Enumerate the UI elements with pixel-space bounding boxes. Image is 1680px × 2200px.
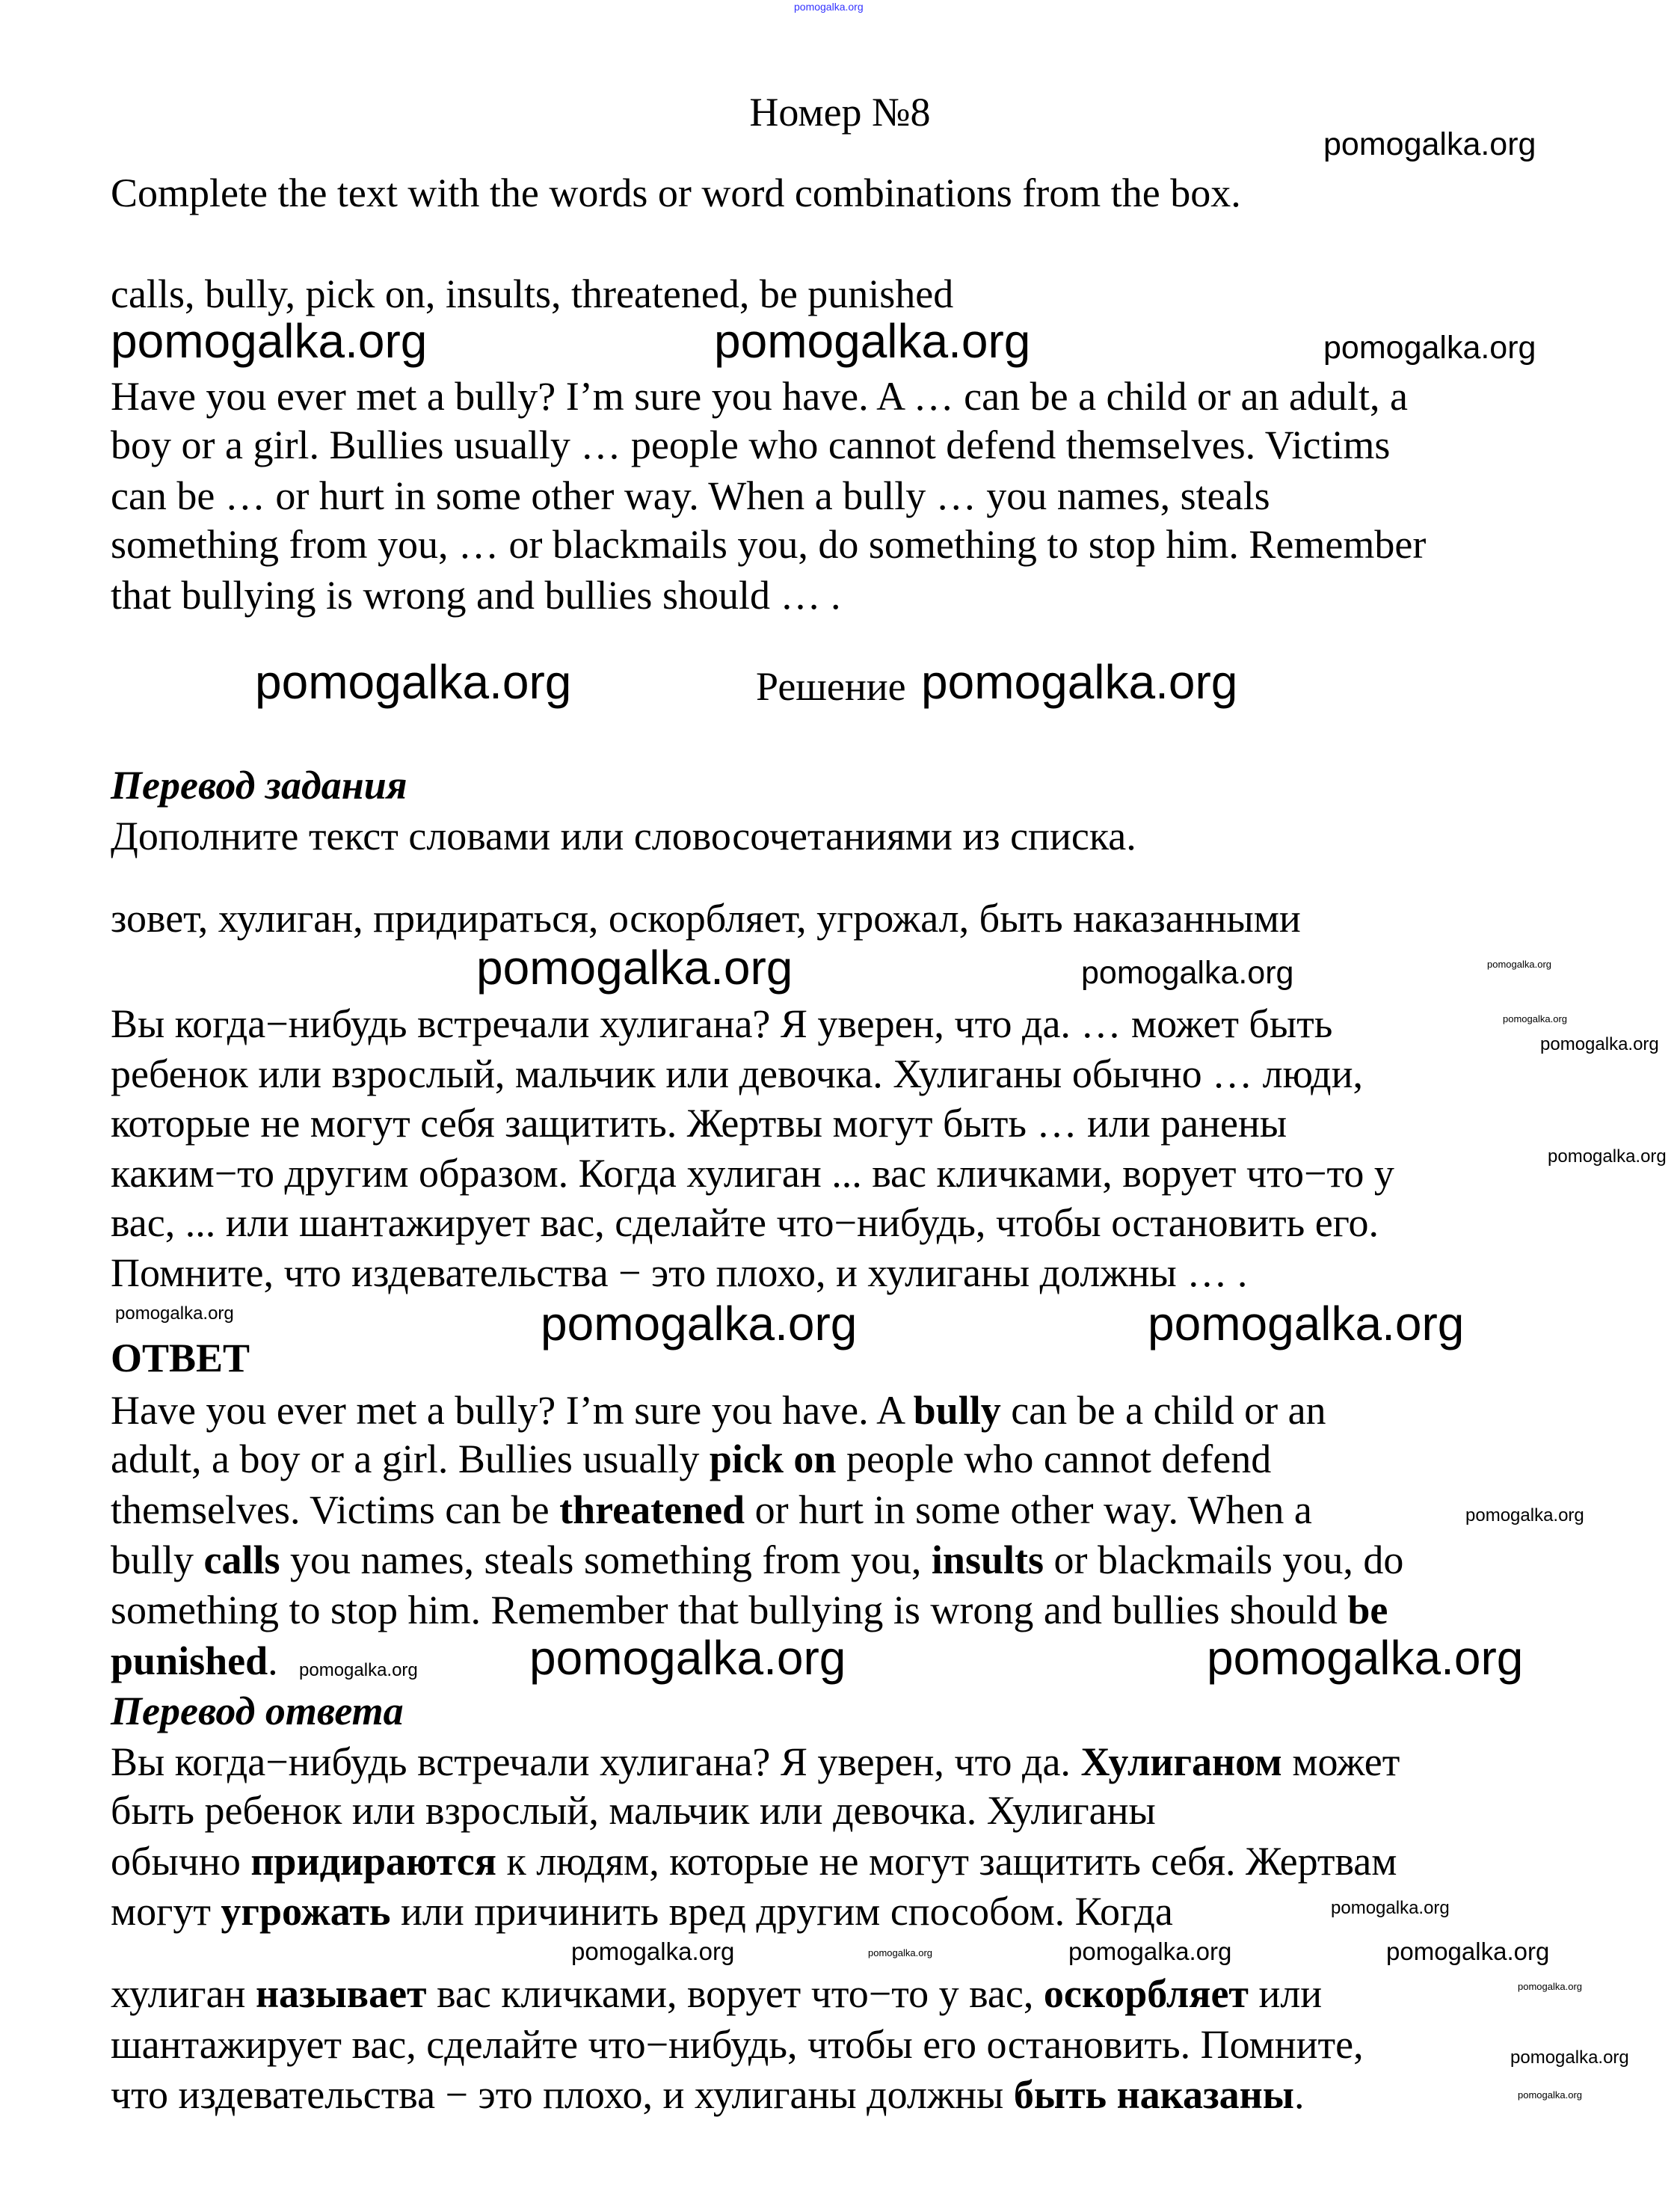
watermark: pomogalka.org [1081,955,1294,991]
answer-line [111,1434,1271,1484]
answer-translation-line [111,2020,1364,2070]
word-box-translation: зовет, хулиган, придираться, оскорбляет, угрожал, быть наказанными [111,896,1301,941]
text: or hurt in some other way. When a [745,1487,1312,1532]
watermark: pomogalka.org [571,1938,735,1965]
answer-translation-heading: Перевод ответа [111,1689,404,1733]
text: Have you ever met a bully? I’m sure you have. A [111,1388,914,1433]
text: . [268,1638,278,1683]
watermark: pomogalka.org [476,941,793,995]
task-text-line: that bullying is wrong and bullies should … . [111,573,841,618]
watermark: pomogalka.org [1323,330,1536,366]
watermark: pomogalka.org [1465,1505,1584,1525]
watermark: pomogalka.org [1518,1981,1582,1992]
answer-line [111,1585,1388,1635]
watermark: pomogalka.org [255,655,572,709]
watermark: pomogalka.org [1207,1631,1524,1685]
watermark: pomogalka.org [1323,126,1536,162]
text: themselves. Victims can be [111,1487,560,1532]
watermark: pomogalka.org [299,1660,418,1680]
translation-line: ребенок или взрослый, мальчик или девочка. Хулиганы обычно … люди, [111,1051,1364,1096]
translation-line: Вы когда−нибудь встречали хулигана? Я уверен, что да. … может быть [111,1001,1333,1046]
answer-line [111,1485,1312,1535]
answer-word: pick on [709,1437,837,1481]
answer-word: оскорбляет [1043,1971,1249,2016]
text: хулиган [111,1971,256,2016]
text: Вы когда−нибудь встречали хулигана? Я уверен, что да. [111,1739,1081,1784]
text: you names, steals something from you, [280,1537,932,1582]
answer-translation-line [111,1786,1156,1836]
text: вас кличками, ворует что−то у вас, [426,1971,1044,2016]
answer-word: be [1347,1588,1388,1632]
watermark: pomogalka.org [1487,959,1551,970]
task-translation-instruction: Дополните текст словами или словосочетаниями из списка. [111,814,1136,858]
answer-word: bully [913,1388,1001,1433]
task-translation-heading: Перевод задания [111,763,407,808]
solution-label: Решение [756,664,906,709]
answer-line [111,1535,1403,1585]
watermark[interactable]: pomogalka.org [794,1,864,13]
text: bully [111,1537,204,1582]
watermark: pomogalka.org [541,1297,858,1351]
translation-line: каким−то другим образом. Когда хулиган ... вас кличками, ворует что−то у [111,1151,1394,1196]
text: шантажирует вас, сделайте что−нибудь, чтобы его остановить. Помните, [111,2022,1364,2067]
watermark: pomogalka.org [1068,1938,1232,1965]
watermark: pomogalka.org [868,1947,932,1958]
translation-line: Помните, что издевательства − это плохо, и хулиганы должны … . [111,1250,1248,1295]
text: something to stop him. Remember that bullying is wrong and bullies should [111,1588,1348,1632]
text: adult, a boy or a girl. Bullies usually [111,1437,710,1481]
text: к людям, которые не могут защитить себя. Жертвам [496,1839,1397,1884]
text: могут [111,1889,221,1934]
text: обычно [111,1839,251,1884]
task-text-line: Have you ever met a bully? I’m sure you have. A … can be a child or an adult, a [111,374,1408,419]
translation-line: вас, ... или шантажирует вас, сделайте что−нибудь, чтобы остановить его. [111,1200,1379,1245]
watermark: pomogalka.org [115,1303,234,1324]
translation-line: которые не могут себя защитить. Жертвы могут быть … или ранены [111,1101,1287,1146]
answer-word: угрожать [221,1889,391,1934]
answer-translation-line [111,2070,1304,2120]
answer-word: быть наказаны [1013,2072,1294,2117]
watermark: pomogalka.org [1548,1146,1667,1167]
text: или причинить вред другим способом. Когда [390,1889,1173,1934]
answer-line [111,1386,1326,1436]
page-title: Номер №8 [749,90,931,135]
answer-word: insults [931,1537,1044,1582]
task-text-line: boy or a girl. Bullies usually … people who cannot defend themselves. Victims [111,423,1391,467]
text: может [1281,1739,1400,1784]
word-box: calls, bully, pick on, insults, threatened, be punished [111,271,954,316]
answer-word: Хулиганом [1080,1739,1282,1784]
answer-word: называет [255,1971,427,2016]
watermark: pomogalka.org [1503,1013,1567,1024]
watermark: pomogalka.org [1540,1034,1659,1054]
answer-word: calls [203,1537,280,1582]
watermark: pomogalka.org [529,1631,846,1685]
watermark: pomogalka.org [1148,1297,1465,1351]
text: can be a child or an [1000,1388,1326,1433]
watermark: pomogalka.org [714,314,1031,368]
text: быть ребенок или взрослый, мальчик или девочка. Хулиганы [111,1788,1156,1833]
watermark: pomogalka.org [1510,2047,1629,2068]
answer-word: punished [111,1638,268,1683]
watermark: pomogalka.org [1331,1898,1450,1918]
answer-translation-line [111,1837,1397,1887]
task-text-line: something from you, … or blackmails you, do something to stop him. Remember [111,522,1427,567]
answer-line [111,1636,278,1686]
watermark: pomogalka.org [921,655,1238,709]
text: что издевательства − это плохо, и хулиганы должны [111,2072,1014,2117]
task-text-line: can be … or hurt in some other way. When a bully … you names, steals [111,473,1270,518]
task-instruction: Complete the text with the words or word combinations from the box. [111,170,1241,215]
text: or blackmails you, do [1044,1537,1404,1582]
text: people who cannot defend [836,1437,1272,1481]
answer-heading: ОТВЕТ [111,1336,250,1380]
answer-word: придираются [250,1839,496,1884]
answer-translation-line [111,1887,1173,1937]
watermark: pomogalka.org [111,314,428,368]
text: . [1293,2072,1305,2117]
watermark: pomogalka.org [1518,2089,1582,2101]
answer-translation-line [111,1969,1322,2019]
answer-word: threatened [559,1487,745,1532]
text: или [1248,1971,1323,2016]
watermark: pomogalka.org [1386,1938,1550,1965]
answer-translation-line [111,1737,1400,1787]
